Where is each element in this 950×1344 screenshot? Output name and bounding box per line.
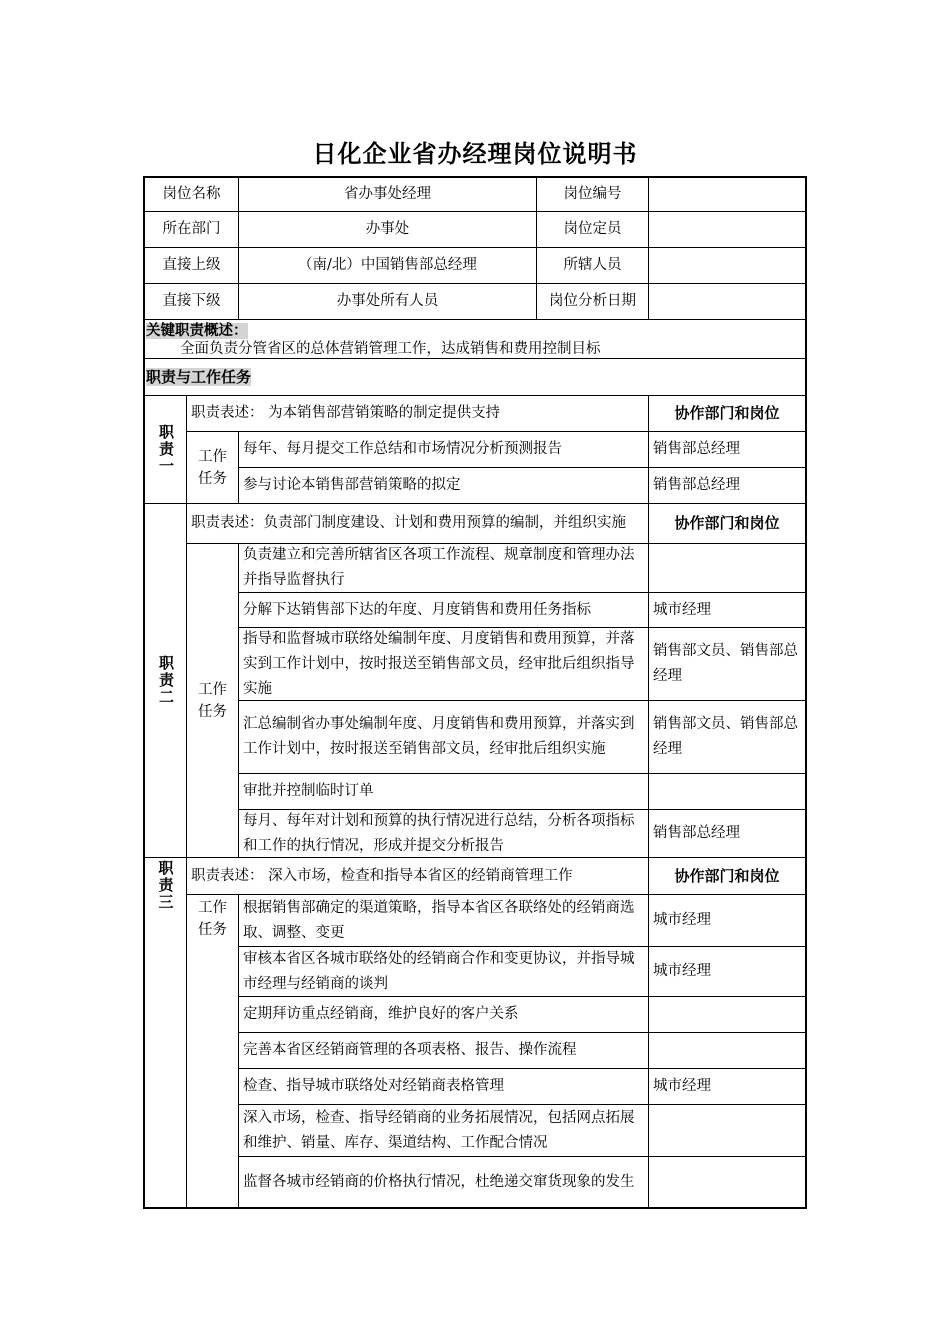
duty-3-task-3: 定期拜访重点经销商，维护良好的客户关系 (243, 1006, 519, 1022)
subordinate-label: 直接下级 (162, 293, 221, 309)
duty-2-task-label: 工作任务 (198, 681, 227, 720)
department-value: 办事处 (365, 221, 410, 237)
job-description-table (143, 176, 807, 1208)
duty-1-coop-header: 协作部门和岗位 (674, 404, 780, 422)
duties-heading: 职责与工作任务 (146, 368, 252, 386)
duty-1-task-1-coop: 销售部总经理 (653, 441, 740, 457)
duty-3-task-2: 审核本省区各城市联络处的经销商合作和变更协议，并指导城市经理与经销商的谈判 (243, 950, 635, 992)
duty-3-task-6-coop (649, 1105, 805, 1156)
supervisor-value: （南/北）中国销售部总经理 (298, 257, 477, 273)
duty-2-task-3-coop: 销售部文员、销售部总经理 (653, 643, 798, 684)
duty-3-task-1: 根据销售部确定的渠道策略，指导本省区各联络处的经销商选取、调整、变更 (243, 899, 635, 941)
staff-label: 所辖人员 (563, 257, 622, 273)
duty-3-task-4-coop (649, 1033, 805, 1068)
duty-2-task-1: 负责建立和完善所辖省区各项工作流程、规章制度和管理办法并指导监督执行 (243, 547, 635, 588)
duty-2-task-6: 每月、每年对计划和预算的执行情况进行总结，分析各项指标和工作的执行情况，形成并提交分析报告 (243, 812, 635, 854)
duty-3-task-label: 工作任务 (198, 900, 227, 938)
duty-3-task-6: 深入市场，检查、指导经销商的业务拓展情况，包括网点拓展和维护、销量、库存、渠道结构、工作配合情况 (243, 1109, 635, 1151)
duty-2-task-5-coop (649, 774, 805, 809)
position-name-label: 岗位名称 (162, 186, 221, 202)
duty-3-task-5: 检查、指导城市联络处对经销商表格管理 (243, 1078, 504, 1094)
duty-1-statement: 职责表述： 为本销售部营销策略的制定提供支持 (191, 405, 501, 421)
duty-2-statement: 职责表述：负责部门制度建设、计划和费用预算的编制，并组织实施 (191, 515, 626, 531)
duty-2-task-3: 指导和监督城市联络处编制年度、月度销售和费用预算，并落实到工作计划中，按时报送至销售部文员，经审批后组织指导实施 (243, 630, 635, 697)
duty-1-task-label: 工作任务 (198, 448, 227, 487)
duty-3-coop-header: 协作部门和岗位 (674, 866, 780, 885)
duty-3-label: 职责三 (156, 860, 175, 911)
duty-2-task-2: 分解下达销售部下达的年度、月度销售和费用任务指标 (243, 601, 591, 618)
duty-1-task-1: 每年、每月提交工作总结和市场情况分析预测报告 (243, 441, 562, 457)
duty-3-task-7-coop (649, 1157, 805, 1207)
duty-2-task-5: 审批并控制临时订单 (243, 783, 374, 799)
duty-3-task-3-coop (649, 997, 805, 1032)
page-title: 日化企业省办经理岗位说明书 (312, 140, 638, 168)
duty-3-task-5-coop: 城市经理 (653, 1078, 711, 1094)
summary-text: 全面负责分管省区的总体营销管理工作，达成销售和费用控制目标 (180, 341, 601, 357)
duty-3-statement: 职责表述： 深入市场，检查和指导本省区的经销商管理工作 (191, 867, 573, 884)
duty-3-task-4: 完善本省区经销商管理的各项表格、报告、操作流程 (243, 1042, 577, 1058)
position-name-value: 省办事处经理 (344, 186, 431, 202)
duty-2-task-6-coop: 销售部总经理 (653, 825, 740, 841)
analysis-date-value (649, 284, 805, 319)
duty-1-task-2-coop: 销售部总经理 (653, 477, 740, 493)
duty-1-task-2: 参与讨论本销售部营销策略的拟定 (243, 477, 461, 493)
summary-heading: 关键职责概述： (146, 323, 248, 339)
duty-2-task-1-coop (649, 544, 805, 592)
supervisor-label: 直接上级 (162, 257, 221, 273)
duty-2-task-4: 汇总编制省办事处编制年度、月度销售和费用预算，并落实到工作计划中，按时报送至销售部文员，经审批后组织实施 (243, 716, 635, 757)
analysis-date-label: 岗位分析日期 (549, 293, 636, 309)
department-label: 所在部门 (162, 221, 221, 237)
position-code-value (649, 178, 805, 211)
subordinate-value: 办事处所有人员 (336, 293, 439, 309)
headcount-label: 岗位定员 (563, 221, 622, 237)
duty-3-task-2-coop: 城市经理 (653, 963, 711, 979)
duty-3-task-7: 监督各城市经销商的价格执行情况，杜绝递交窜货现象的发生 (243, 1173, 635, 1190)
duty-3-task-1-coop: 城市经理 (653, 912, 711, 928)
duty-2-task-4-coop: 销售部文员、销售部总经理 (653, 716, 798, 757)
duty-2-coop-header: 协作部门和岗位 (674, 514, 780, 532)
headcount-value (649, 212, 805, 247)
duty-2-task-2-coop: 城市经理 (653, 601, 711, 618)
staff-value (649, 248, 805, 283)
position-code-label: 岗位编号 (563, 186, 622, 202)
duty-2-label: 职责二 (157, 655, 175, 706)
duty-1-label: 职责一 (157, 424, 175, 475)
